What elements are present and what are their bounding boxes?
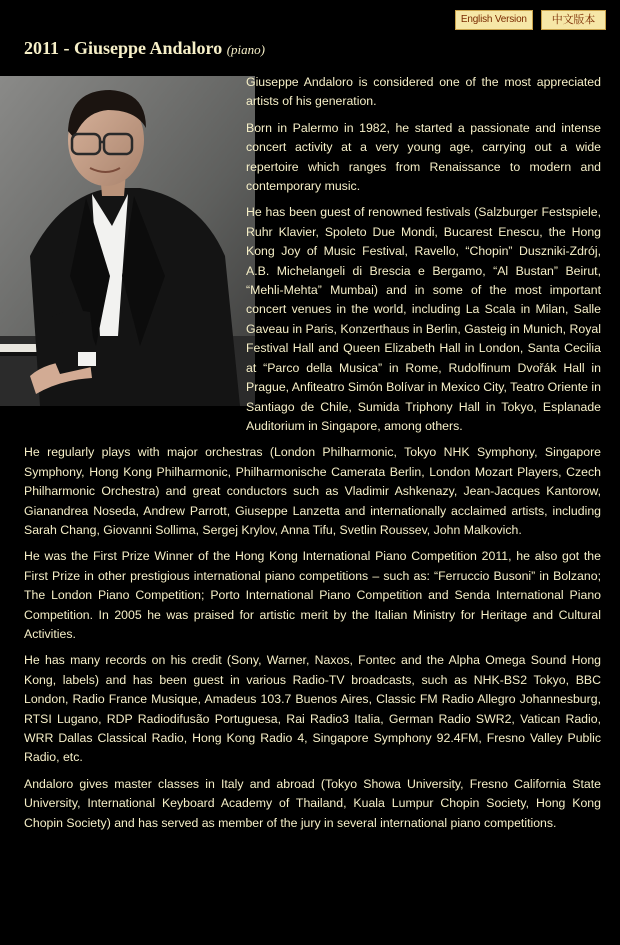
bio-paragraph: Andaloro gives master classes in Italy and abroad (Tokyo Showa University, Fresno California State University, International Keyboard Academy of Thailand, Kuala Lumpur Chopin Society, Hong Kong Chopin Society) and has served as member of the jury in several international piano competitions. xyxy=(24,776,601,830)
artist-name-year: 2011 - Giuseppe Andaloro xyxy=(24,38,223,58)
language-switcher xyxy=(455,10,606,30)
bio-paragraph: He regularly plays with major orchestras (London Philharmonic, Tokyo NHK Symphony, Singapore Symphony, Hong Kong Philharmonic, Philharmonische Camerata Berlin, London Mozart Players, Czech Philharmonic Orchestra) and great conductors such as Vladimir Ashkenazy, Jean-Jacques Kantorow, Gianandrea Noseda, Andrew Parrott, Giuseppe Lanzetta and internationally acclaimed artists, including Sarah Chang, Giovanni Sollima, Sergej Krylov, Anna Tifu, Svetlin Roussev, John Malkovich. xyxy=(24,445,601,537)
bio-paragraph: Born in Palermo in 1982, he started a passionate and intense concert activity at a very young age, carrying out a wide repertoire which ranges from Renaissance to modern and contemporary music. xyxy=(246,120,601,194)
bio-paragraph: Giuseppe Andaloro is considered one of the most appreciated artists of his generation. xyxy=(246,75,601,109)
page-title xyxy=(24,38,265,59)
bio-paragraph: He has many records on his credit (Sony, Warner, Naxos, Fontec and the Alpha Omega Sound Hong Kong, labels) and has been guest in various Radio-TV broadcasts, such as NHK-BS2 Tokyo, BBC London, Radio France Musique, Amadeus 103.7 Buenos Aires, Classic FM Radio Allegro Johannesburg, RTSI Lugano, RDP Radiodifusão Portuguesa, Rai Radio3 Italia, German Radio SWR2, Vatican Radio, WRR Dallas Classical Radio, Hong Kong Radio 4, Singapore Symphony 92.4FM, Fresno Valley Public Radio, etc. xyxy=(24,653,601,765)
bio-paragraph: He has been guest of renowned festivals (Salzburger Festspiele, Ruhr Klavier, Spoleto Due Mondi, Bucarest Enescu, the Hong Kong Joy of Music Festival, Ravello, “Chopin” Duszniki-Zdrój, A.B. Michelangeli di Brescia e Bergamo, “Al Bustan” Beirut, “Mehli-Mehta” Mumbai) and in some of the most important concert venues in the world, including La Scala in Milan, Salle Gaveau in Paris, Konzerthaus in Berlin, Gasteig in Munich, Royal Festival Hall and Queen Elizabeth Hall in London, Santa Cecilia at “Parco della Musica” in Rome, Rudolfinum Dvořák Hall in Prague, Anfiteatro Simón Bolívar in Mexico City, Teatro Oriente in Santiago de Chile, Sumida Triphony Hall in Tokyo, Esplanade Auditorium in Singapore, among others. xyxy=(246,205,601,433)
photo-float-spacer xyxy=(0,73,246,443)
chinese-version-button[interactable]: 中文版本 xyxy=(541,10,606,30)
instrument-label: (piano) xyxy=(226,42,265,57)
english-version-button[interactable]: English Version xyxy=(455,10,533,30)
biography xyxy=(24,73,601,840)
bio-paragraph: He was the First Prize Winner of the Hong Kong International Piano Competition 2011, he also got the First Prize in other prestigious international piano competitions – such as: “Ferruccio Busoni” in Bolzano; The London Piano Competition; Porto International Piano Competition and Senda International Piano Competition. In 2005 he was praised for artistic merit by the Italian Ministry for Heritage and Cultural Activities. xyxy=(24,549,601,641)
